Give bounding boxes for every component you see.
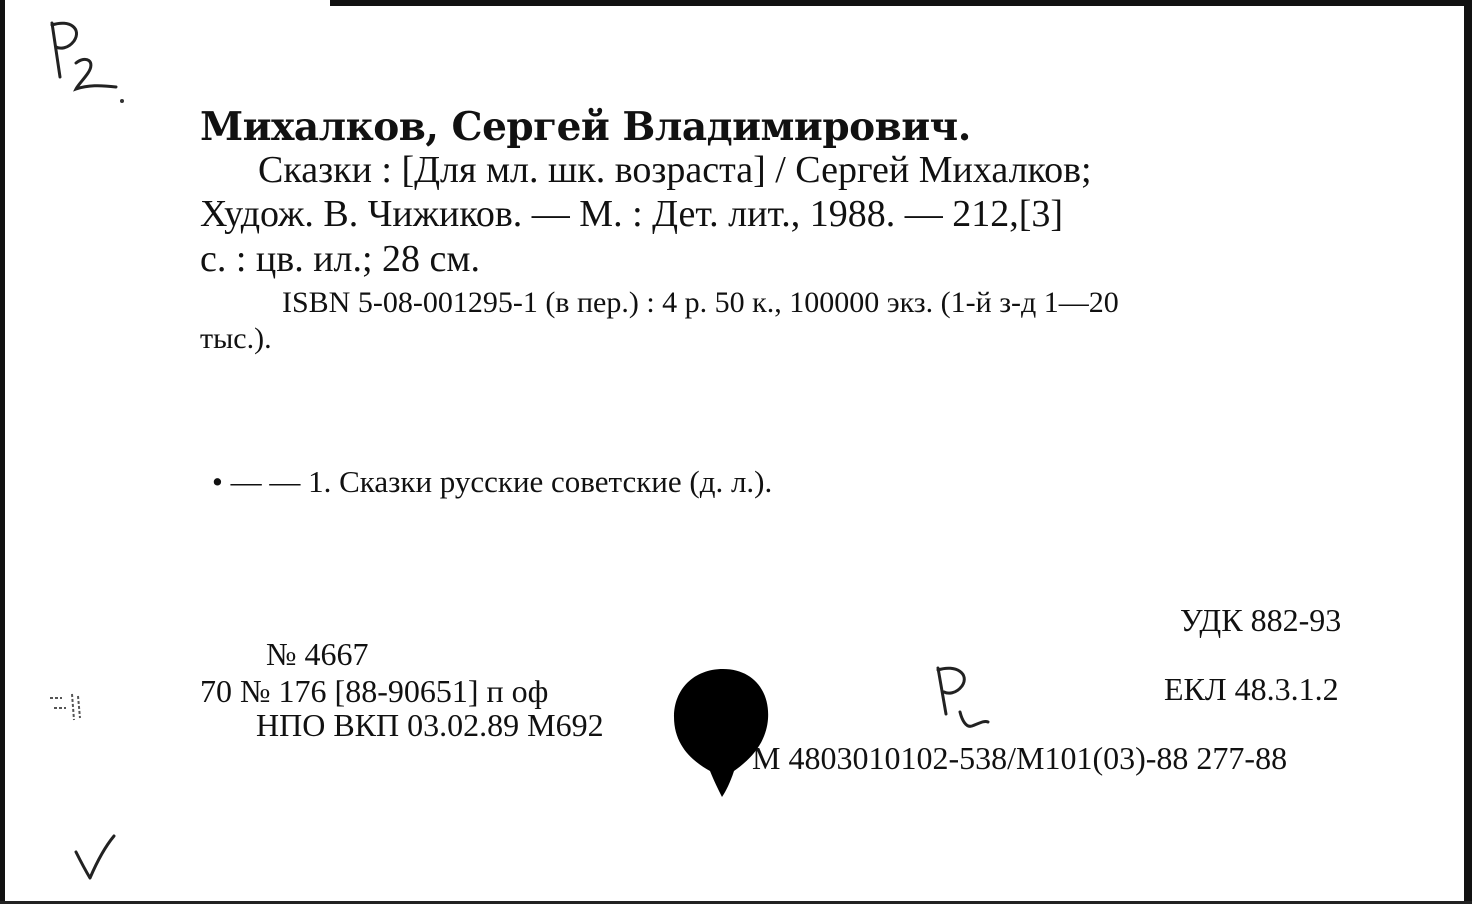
card-left-edge [0,0,5,904]
record-number: № 4667 [266,636,369,672]
print-house-line: НПО ВКП 03.02.89 М692 [256,707,604,743]
subject-heading: • — — 1. Сказки русские советские (д. л.). [212,464,773,499]
handwritten-mark-top-left [30,15,140,110]
isbn-line-continued: тыс.). [200,322,272,355]
card-right-edge [1464,0,1472,904]
isbn-line: ISBN 5-08-001295-1 (в пер.) : 4 р. 50 к., 100000 экз. (1-й з-д 1—20 [282,286,1119,319]
checkmark-icon [70,832,120,884]
card-top-edge [330,0,1472,6]
ink-blot [668,665,778,800]
pagination-line: с. : цв. ил.; 28 см. [200,238,480,280]
imprint-line: Худож. В. Чижиков. — М. : Дет. лит., 1988. — 212,[3] [200,193,1063,235]
catalog-index-code: М 4803010102-538/М101(03)-88 277-88 [752,740,1288,776]
small-stamp-mark [46,690,86,726]
title-line: Сказки : [Для мл. шк. возраста] / Сергей Михалков; [258,149,1092,191]
ekl-code: ЕКЛ 48.3.1.2 [1164,671,1339,707]
udk-code: УДК 882-93 [1180,602,1342,638]
handwritten-mark-middle [926,662,1006,734]
author-heading: Михалков, Сергей Владимирович. [200,104,971,150]
print-order-line: 70 № 176 [88-90651] п оф [200,673,549,709]
